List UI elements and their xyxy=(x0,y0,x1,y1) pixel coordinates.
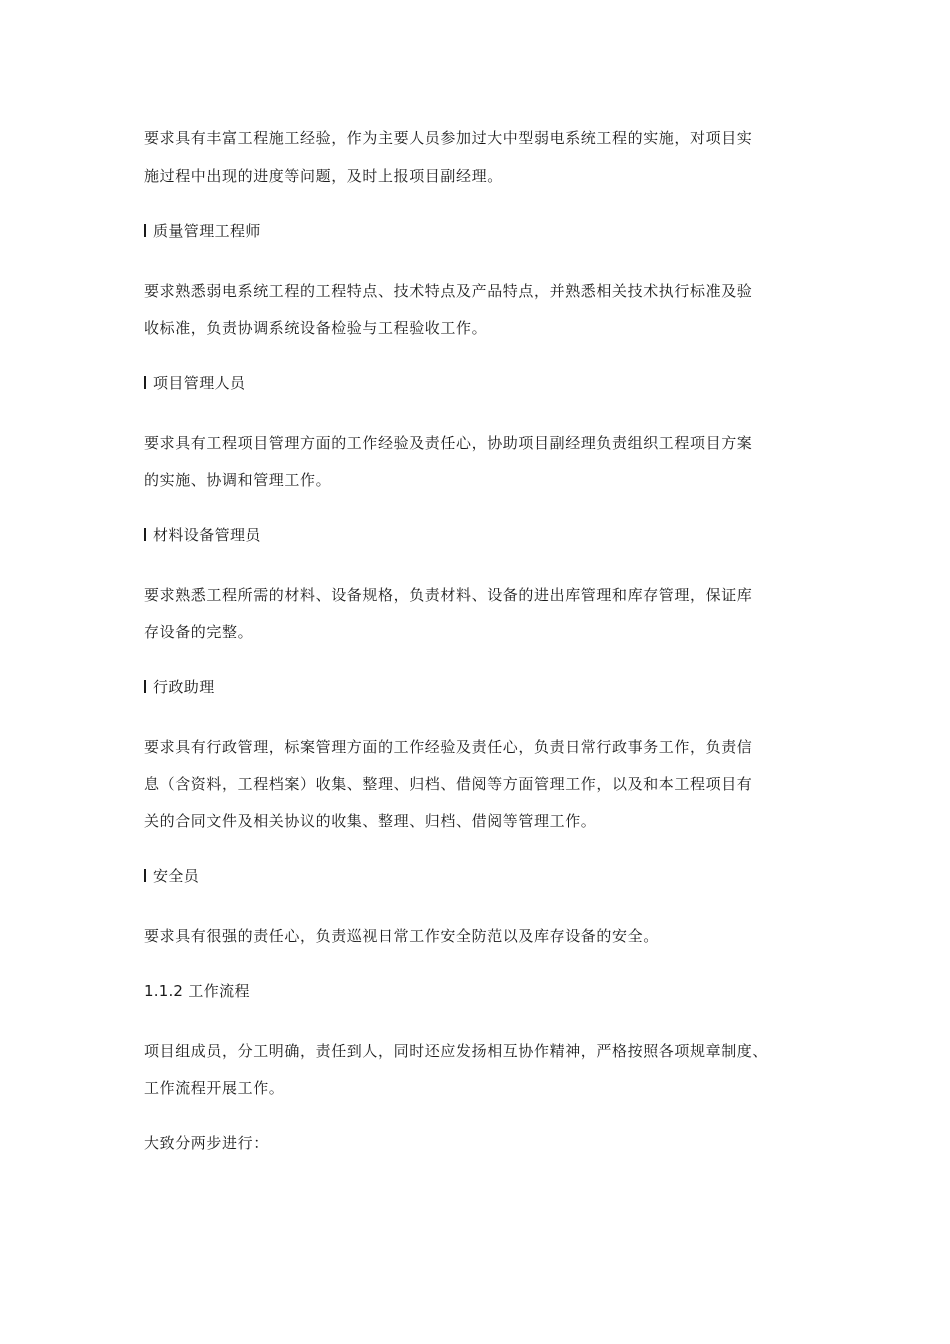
section-title: 工作流程 xyxy=(188,982,250,1000)
paragraph-line: 工作流程开展工作。 xyxy=(144,1079,285,1097)
paragraph-line: 大致分两步进行： xyxy=(144,1134,269,1152)
paragraph-line: 施过程中出现的进度等问题，及时上报项目副经理。 xyxy=(144,167,503,185)
role-heading-text: 材料设备管理员 xyxy=(153,526,261,544)
paragraph-line: 要求具有行政管理，标案管理方面的工作经验及责任心，负责日常行政事务工作，负责信 xyxy=(144,738,753,756)
section-number: 1.1.2 xyxy=(144,982,184,1000)
paragraph-line: 收标准，负责协调系统设备检验与工程验收工作。 xyxy=(144,319,488,337)
role-heading-material xyxy=(144,525,814,545)
role-heading-quality xyxy=(144,221,814,241)
paragraph-line: 项目组成员，分工明确，责任到人，同时还应发扬相互协作精神，严格按照各项规章制度、 xyxy=(144,1042,769,1060)
bullet-bar-icon xyxy=(144,680,146,693)
paragraph-line: 要求具有丰富工程施工经验，作为主要人员参加过大中型弱电系统工程的实施，对项目实 xyxy=(144,129,753,147)
paragraph-line: 要求具有工程项目管理方面的工作经验及责任心，协助项目副经理负责组织工程项目方案 xyxy=(144,434,753,452)
section-heading xyxy=(144,981,814,1001)
bullet-bar-icon xyxy=(144,869,146,882)
paragraph-line: 要求熟悉弱电系统工程的工程特点、技术特点及产品特点，并熟悉相关技术执行标准及验 xyxy=(144,282,753,300)
bullet-bar-icon xyxy=(144,224,146,237)
role-heading-admin xyxy=(144,677,814,697)
paragraph-line: 要求具有很强的责任心，负责巡视日常工作安全防范以及库存设备的安全。 xyxy=(144,927,659,945)
role-heading-project xyxy=(144,373,814,393)
paragraph-line: 要求熟悉工程所需的材料、设备规格，负责材料、设备的进出库管理和库存管理，保证库 xyxy=(144,586,753,604)
role-heading-text: 行政助理 xyxy=(153,678,215,696)
paragraph-line: 的实施、协调和管理工作。 xyxy=(144,471,332,489)
role-heading-safety xyxy=(144,866,814,886)
role-heading-text: 项目管理人员 xyxy=(153,374,246,392)
paragraph-line: 关的合同文件及相关协议的收集、整理、归档、借阅等管理工作。 xyxy=(144,812,597,830)
role-heading-text: 安全员 xyxy=(153,867,200,885)
bullet-bar-icon xyxy=(144,528,146,541)
paragraph-line: 存设备的完整。 xyxy=(144,623,254,641)
role-heading-text: 质量管理工程师 xyxy=(153,222,261,240)
bullet-bar-icon xyxy=(144,376,146,389)
paragraph-line: 息（含资料，工程档案）收集、整理、归档、借阅等方面管理工作，以及和本工程项目有 xyxy=(144,775,753,793)
